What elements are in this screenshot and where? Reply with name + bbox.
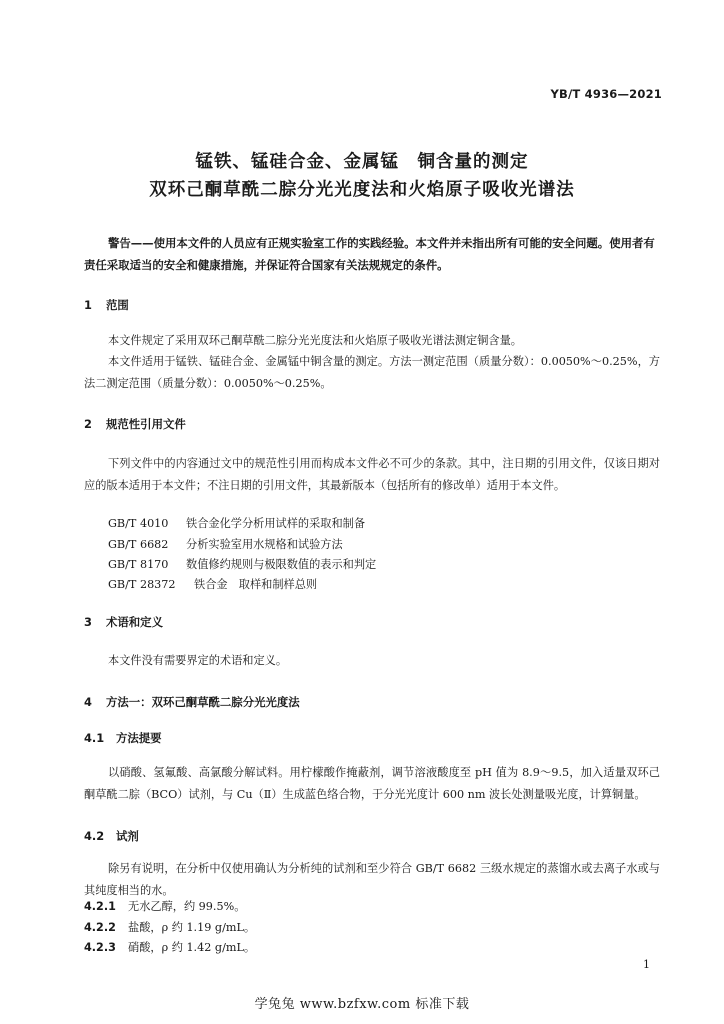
section-1-number: 1 (84, 298, 92, 312)
section-3-title: 术语和定义 (106, 615, 163, 629)
section-2-paragraph-1: 下列文件中的内容通过文中的规范性引用而构成本文件必不可少的条款。其中，注日期的引用文件，仅该日期对应的版本适用于本文件；不注日期的引用文件，其最新版本（包括所有的修改单）适用于本文件。 (84, 457, 660, 492)
reference-title: 铁合金 取样和制样总则 (194, 578, 318, 591)
section-1-title: 范围 (106, 298, 129, 312)
reagent-number: 4.2.1 (84, 900, 116, 913)
section-4-title: 方法一：双环己酮草酰二腙分光光度法 (106, 695, 300, 709)
section-4-2-paragraph-1: 除另有说明，在分析中仅使用确认为分析纯的试剂和至少符合 GB/T 6682 三级水规定的蒸馏水或去离子水或与其纯度相当的水。 (84, 862, 660, 897)
section-4-2-heading (84, 828, 139, 844)
reference-code: GB/T 4010 (108, 517, 169, 530)
reference-title: 数值修约规则与极限数值的表示和判定 (186, 558, 377, 571)
reagent-text: 无水乙醇，约 99.5%。 (128, 900, 246, 913)
reference-code: GB/T 6682 (108, 538, 169, 551)
document-id: YB/T 4936—2021 (550, 87, 662, 101)
reference-code: GB/T 28372 (108, 578, 176, 591)
section-3-number: 3 (84, 615, 92, 629)
section-4-1-heading (84, 730, 162, 746)
section-4-1-number: 4.1 (84, 731, 105, 745)
section-2-number: 2 (84, 417, 92, 431)
footer-watermark: 学兔兔 www.bzfxw.com 标准下载 (254, 997, 470, 1012)
reagent-item (84, 938, 255, 958)
reference-code: GB/T 8170 (108, 558, 169, 571)
section-4-1-paragraph-1: 以硝酸、氢氟酸、高氯酸分解试料。用柠檬酸作掩蔽剂，调节溶液酸度至 pH 值为 8.9～9.5，加入适量双环己酮草酰二腙（BCO）试剂，与 Cu（Ⅱ）生成蓝色络合物，于分光光度计 600 nm 波长处测量吸光度，计算铜量。 (84, 766, 660, 801)
section-1-paragraph-1: 本文件规定了采用双环己酮草酰二腙分光光度法和火焰原子吸收光谱法测定铜含量。 (108, 334, 522, 347)
safety-warning: 警告——使用本文件的人员应有正规实验室工作的实践经验。本文件并未指出所有可能的安全问题。使用者有责任采取适当的安全和健康措施，并保证符合国家有关法规规定的条件。 (84, 236, 655, 272)
reference-title: 分析实验室用水规格和试验方法 (186, 538, 343, 551)
section-4-2-number: 4.2 (84, 829, 105, 843)
reagent-text: 盐酸，ρ 约 1.19 g/mL。 (128, 921, 256, 934)
page-number: 1 (643, 958, 650, 971)
section-2-title: 规范性引用文件 (106, 417, 186, 431)
reference-item (108, 575, 317, 595)
reagent-text: 硝酸，ρ 约 1.42 g/mL。 (128, 941, 256, 954)
reagent-item (84, 897, 245, 917)
reagent-item (84, 918, 255, 938)
reagent-number: 4.2.2 (84, 921, 116, 934)
section-4-number: 4 (84, 695, 92, 709)
reagent-number: 4.2.3 (84, 941, 116, 954)
title-line-2: 双环己酮草酰二腙分光光度法和火焰原子吸收光谱法 (149, 180, 575, 200)
section-4-heading (84, 694, 300, 710)
section-3-paragraph-1: 本文件没有需要界定的术语和定义。 (108, 654, 288, 667)
section-4-1-title: 方法提要 (116, 731, 162, 745)
section-3-heading (84, 614, 163, 630)
section-4-2-title: 试剂 (116, 829, 139, 843)
reference-title: 铁合金化学分析用试样的采取和制备 (186, 517, 366, 530)
section-1-heading (84, 297, 129, 313)
section-1-paragraph-2: 本文件适用于锰铁、锰硅合金、金属锰中铜含量的测定。方法一测定范围（质量分数）：0.0050%～0.25%，方法二测定范围（质量分数）：0.0050%～0.25%。 (84, 355, 660, 390)
reference-item (108, 555, 376, 575)
section-2-heading (84, 416, 186, 432)
reference-item (108, 514, 365, 534)
title-line-1: 锰铁、锰硅合金、金属锰 铜含量的测定 (195, 152, 529, 172)
reference-item (108, 535, 343, 555)
